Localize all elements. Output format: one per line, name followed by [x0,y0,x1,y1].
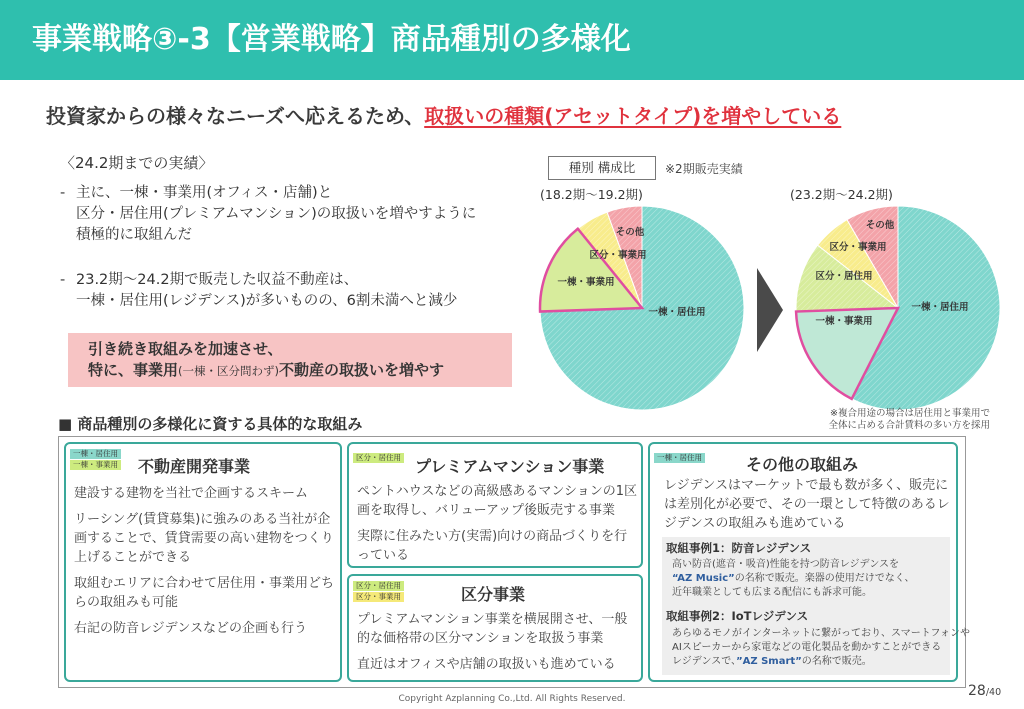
copyright: Copyright Azplanning Co.,Ltd. All Rights Reserved. [398,694,626,704]
tag-residential-unit: 区分・居住用 [353,581,404,591]
card-premium-p2: 実際に住みたい方(実需)向けの商品づくりを行っている [357,529,628,563]
callout-line-2-small: (一棟・区分問わず) [178,364,279,378]
callout-line-2-b: 不動産の取扱いを増やす [279,361,445,379]
chevron-right-icon [757,268,783,352]
bullet-1-line-2: 区分・居住用(プレミアムマンション)の取扱いを増やすように [76,206,477,222]
card-other-body [664,476,950,540]
tag-commercial-building: 一棟・事業用 [70,460,121,470]
case-2-line-3-pre: レジデンスで、 [672,656,737,667]
card-development-p3: 取組むエリアに合わせて居住用・事業用どちらの取組みも可能 [74,576,335,610]
case-1-line-3: 近年職業としても広まる配信にも訴求可能。 [672,587,872,598]
case-2-product-name: ”AZ Smart” [736,656,802,667]
left-pie-chart [532,198,752,418]
right-pie-label-commercial-unit: 区分・事業用 [829,242,887,253]
card-development-p2: リーシング(賃貸募集)に強みのある当社が企画することで、賃貸需要の高い建物をつくり上げることができる [74,512,334,565]
case-2-title: 取組事例2：IoTレジデンス [666,609,809,623]
results-heading: 〈24.2期までの実績〉 [60,154,214,172]
card-unit-body [357,610,639,681]
left-pie-label-commercial-building: 一棟・事業用 [557,277,615,288]
composition-label: 種別 構成比 [548,156,656,180]
card-premium-p1: ペントハウスなどの高級感あるマンションの1区画を取得し、バリューアップ後販売する事業 [357,484,638,518]
section-title: ■ 商品種別の多様化に資する具体的な取組み [58,415,363,433]
card-development-tags [70,449,121,470]
card-development [64,442,342,682]
bullet-1-line-1: 主に、一棟・事業用(オフィス・店舗)と [76,185,333,201]
subtitle-highlight: 取扱いの種類(アセットタイプ)を増やしている [424,104,842,128]
callout-line-2-a: 特に、事業用 [88,361,179,379]
card-premium-title: プレミアムマンション事業 [415,457,605,476]
right-pie-label-residential-building: 一棟・居住用 [911,302,969,313]
card-premium-body [357,482,639,572]
case-1-title: 取組事例1：防音レジデンス [666,541,812,555]
case-1-line-2 [672,572,915,586]
card-premium [347,442,643,568]
left-pie-label-residential-building: 一棟・居住用 [648,307,706,318]
card-unit-tags [353,581,404,602]
callout-box [68,333,512,387]
card-premium-tags [353,453,404,463]
page-total: /40 [985,687,1002,698]
card-other-tags [654,453,705,463]
left-pie-label-other: その他 [615,227,645,238]
page-title: 事業戦略③-3【営業戦略】商品種別の多様化 [32,22,631,57]
composition-note: ※2期販売実績 [665,162,743,176]
tag-residential-building: 一棟・居住用 [70,449,121,459]
case-2-line-3-rest: の名称で販売。 [801,656,872,667]
page-current: 28 [968,683,986,699]
right-pie-label-other: その他 [865,220,895,231]
header-bar [0,0,1024,80]
right-pie-period: (23.2期～24.2期) [790,187,893,202]
tag-commercial-unit: 区分・事業用 [353,592,404,602]
card-other-title: その他の取組み [746,455,859,474]
case-2-line-2: AIスピーカーから家電などの電化製品を動かすことができる [672,642,942,653]
card-unit-title: 区分事業 [461,585,526,604]
page-number [968,683,1001,699]
results-bullet-2 [60,270,457,312]
card-development-body [74,484,336,645]
case-1-product-name: “AZ Music” [672,573,735,584]
pie-footnote-line-1: ※複合用途の場合は居住用と事業用で [830,408,990,419]
subtitle [46,100,841,129]
case-2-line-3 [672,655,872,669]
bullet-2-line-1: 23.2期～24.2期で販売した収益不動産は、 [76,272,359,288]
callout-line-1: 引き続き取組みを加速させ、 [88,340,283,358]
left-pie-label-commercial-unit: 区分・事業用 [589,250,647,261]
pie-footnote-line-2: 全体に占める合計賃料の多い方を採用 [828,420,990,431]
card-development-p4: 右記の防音レジデンスなどの企画も行う [74,621,308,636]
card-other-p1: レジデンスはマーケットで最も数が多く、販売には差別化が必要で、その一環として特徴のあるレジデンスの取組みも進めている [664,478,950,531]
card-development-p1: 建設する建物を当社で企画するスキーム [74,486,309,501]
bullet-1-line-3: 積極的に取組んだ [76,227,192,243]
pie-footnote [790,408,990,432]
case-1-line-2-rest: の名称で販売。楽器の使用だけでなく、 [734,573,915,584]
left-pie-period: (18.2期～19.2期) [540,187,643,202]
results-bullet-1 [60,183,476,246]
card-unit-p2: 直近はオフィスや店舗の取扱いも進めている [357,657,616,672]
right-pie-chart [788,198,1008,418]
card-unit [347,574,643,682]
callout-line-2 [88,360,512,382]
right-pie-label-commercial-building: 一棟・事業用 [815,316,873,327]
bullet-2-line-2: 一棟・居住用(レジデンス)が多いものの、6割未満へと減少 [76,293,458,309]
subtitle-prefix: 投資家からの様々なニーズへ応えるため、 [46,104,425,128]
card-development-title: 不動産開発事業 [138,457,251,476]
right-pie-label-residential-unit: 区分・居住用 [815,271,873,282]
bullet-dash: - [60,272,66,288]
case-studies-box [662,537,970,675]
tag-residential-unit: 区分・居住用 [353,453,404,463]
bullet-dash: - [60,185,66,201]
case-1-line-1: 高い防音(遮音・吸音)性能を持つ防音レジデンスを [672,559,900,570]
case-2-line-1: あらゆるモノがインターネットに繋がっており、スマートフォンや [672,628,970,639]
card-unit-p1: プレミアムマンション事業を横展開させ、一般的な価格帯の区分マンションを取扱う事業 [357,612,628,646]
tag-residential-building: 一棟・居住用 [654,453,705,463]
